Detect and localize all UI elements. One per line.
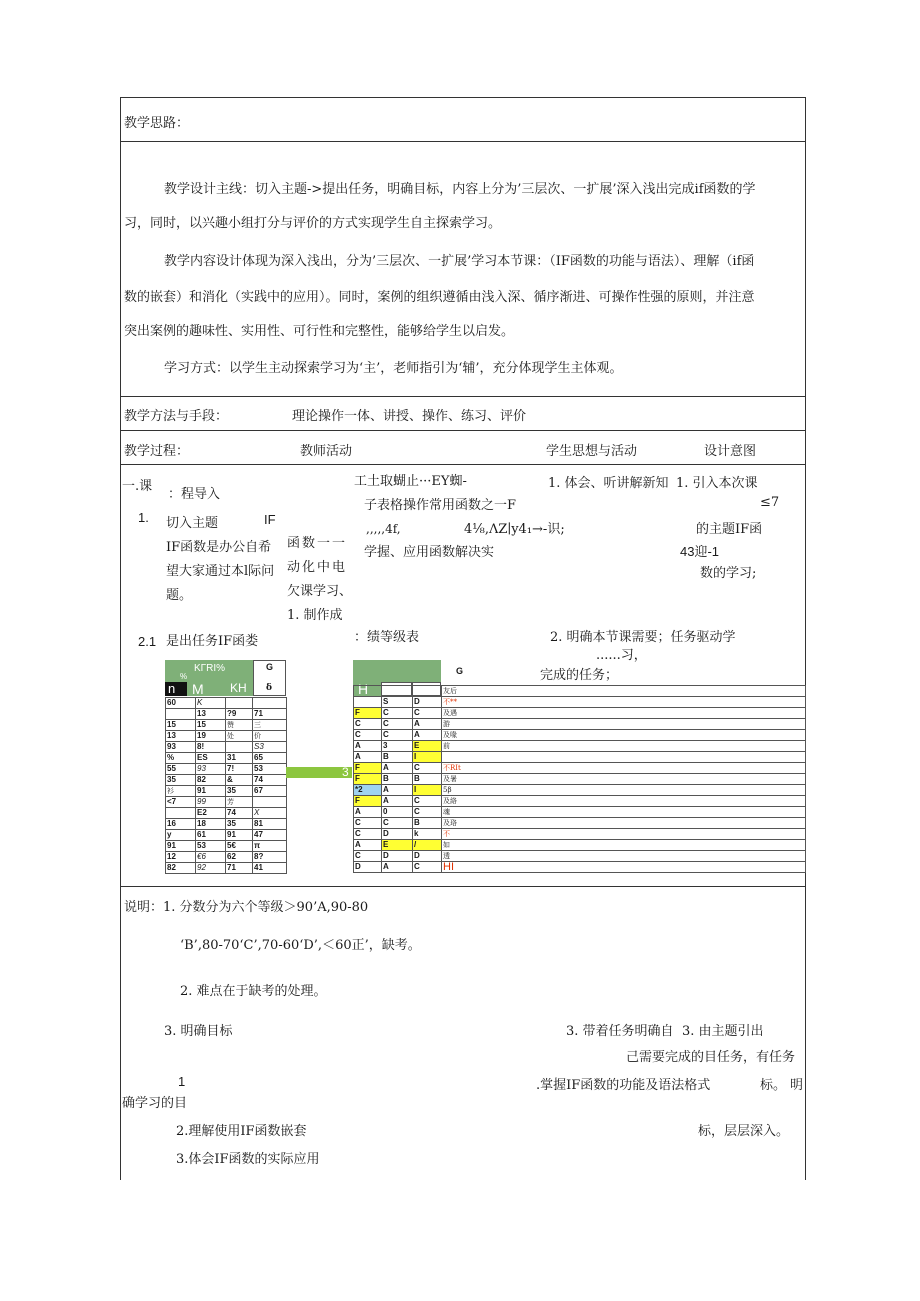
table-cell: 74 [226, 808, 253, 819]
table-cell: y [166, 830, 196, 841]
sheet-left-table [165, 697, 287, 874]
table-cell: A [382, 763, 413, 774]
column-header-design: 设计意图 [704, 444, 757, 459]
table-cell: A [382, 796, 413, 807]
table-cell: €6 [196, 852, 226, 863]
table-row [354, 763, 806, 774]
sheet-left-header-frame [253, 660, 286, 696]
note-line: 2. 难点在于缺考的处理。 [180, 984, 327, 999]
table-cell: A [354, 807, 382, 818]
table-cell: 15 [166, 720, 196, 731]
sheet-left-col-m: M [192, 681, 204, 697]
table-cell: ES [196, 753, 226, 764]
table-cell: 18 [196, 819, 226, 830]
process-text: 是出任务IF函娄 [166, 634, 259, 649]
table-cell [166, 709, 196, 720]
table-border-left [120, 97, 121, 1180]
table-cell: C [354, 719, 382, 730]
sheet-left-top-sub: % [180, 672, 188, 681]
table-cell: % [166, 753, 196, 764]
design-intent: ≤7 [760, 495, 780, 510]
table-cell: 及喙 [442, 730, 806, 741]
table-cell: 3 [382, 741, 413, 752]
column-header-student: 学生思想与活动 [546, 444, 638, 459]
table-cell: F [354, 763, 382, 774]
table-cell [442, 752, 806, 763]
table-cell: 55 [166, 764, 196, 775]
methods-value: 理论操作一体、讲授、操作、练习、评价 [292, 409, 527, 424]
table-cell [413, 686, 442, 697]
row-divider [120, 430, 806, 431]
table-row [166, 709, 287, 720]
table-cell: 60 [166, 698, 196, 709]
table-row [166, 786, 287, 797]
table-cell: *2 [354, 785, 382, 796]
table-cell: I [413, 785, 442, 796]
table-cell: 0 [382, 807, 413, 818]
process-label: 教学过程： [124, 444, 190, 459]
table-cell: 不 [442, 829, 806, 840]
table-cell: 61 [196, 830, 226, 841]
table-cell: C [354, 730, 382, 741]
note-line: 1 [178, 1074, 186, 1089]
table-cell: A [413, 730, 442, 741]
table-row [166, 775, 287, 786]
table-cell: A [382, 862, 413, 873]
table-cell: C [413, 862, 442, 873]
table-cell: 前 [442, 741, 806, 752]
sheet-left-header-g: G [266, 662, 274, 672]
column-header-teacher: 教师活动 [300, 444, 353, 459]
table-cell: F [354, 708, 382, 719]
table-cell: 93 [166, 742, 196, 753]
process-text: 望大家通过本l际问 [166, 564, 275, 579]
table-cell: 13 [166, 731, 196, 742]
process-text: 一.课 [122, 479, 153, 494]
design-intent: 标。 [760, 1078, 787, 1093]
process-text: 题。 [166, 588, 193, 603]
table-row [354, 752, 806, 763]
table-cell: 芳 [226, 797, 253, 808]
table-cell: 74 [253, 775, 287, 786]
table-cell: 67 [253, 786, 287, 797]
table-cell [382, 686, 413, 697]
note-line: ‘B’,80-70‘C’,70-60‘D’,＜60正’，缺考。 [180, 938, 421, 953]
table-row [354, 741, 806, 752]
process-text: 函数一一 [287, 536, 348, 551]
table-cell: B [413, 818, 442, 829]
process-text: 工土取蝴止···EY蜘- [354, 474, 467, 489]
table-row [354, 851, 806, 862]
process-text: IF [264, 512, 276, 527]
process-text: 欠课学习、 [287, 584, 353, 599]
table-row [166, 841, 287, 852]
table-cell: 35 [226, 819, 253, 830]
table-cell: HI [442, 862, 806, 873]
table-cell: D [413, 697, 442, 708]
arrow-number: 3 [342, 765, 349, 779]
table-row [166, 764, 287, 775]
paragraph-line: 突出案例的趣味性、实用性、可行性和完整性，能够给学生以启发。 [124, 324, 515, 339]
table-cell: D [354, 862, 382, 873]
table-cell [226, 742, 253, 753]
table-cell: π [253, 841, 287, 852]
table-cell: C [413, 708, 442, 719]
table-cell: D [382, 829, 413, 840]
table-row [354, 785, 806, 796]
student-activity: 1. 体会、听讲解新知 [548, 476, 669, 491]
table-row [354, 807, 806, 818]
paragraph-line: 学习方式：以学生主动探索学习为‘主’，老师指引为‘辅’，充分体现学生主体观。 [164, 361, 623, 376]
table-row [354, 818, 806, 829]
table-row [166, 753, 287, 764]
table-cell: 及遇 [442, 708, 806, 719]
table-cell: C [413, 807, 442, 818]
table-cell: 魂 [442, 807, 806, 818]
table-cell: 不RIt [442, 763, 806, 774]
table-cell: 8! [196, 742, 226, 753]
sheet-right-header-g: G [456, 666, 464, 676]
paragraph-line: 习，同时，以兴趣小组打分与评价的方式实现学生自主探索学习。 [124, 216, 502, 231]
table-cell: 游 [442, 719, 806, 730]
table-row [354, 829, 806, 840]
table-cell: B [382, 752, 413, 763]
table-cell: I [413, 752, 442, 763]
table-row [166, 698, 287, 709]
table-row [166, 819, 287, 830]
paragraph-line: 教学内容设计体现为深入浅出，分为’三层次、一扩展’学习本节课：（IF函数的功能与语法）、理解（if函 [164, 254, 755, 269]
table-cell: D [413, 851, 442, 862]
table-cell: 47 [253, 830, 287, 841]
table-cell [354, 697, 382, 708]
table-cell: 5β [442, 785, 806, 796]
table-row [354, 840, 806, 851]
student-activity: .掌握IF函数的功能及语法格式 [536, 1078, 711, 1093]
process-text: 4⅛,ΛZ∣y4₁→-识; [464, 522, 565, 537]
table-cell: 衫 [166, 786, 196, 797]
note-line: 说明：1. 分数分为六个等级＞90’A,90-80 [124, 900, 369, 915]
sheet-left-col-n: n [168, 681, 176, 696]
table-cell: 31 [226, 753, 253, 764]
design-intent: 的主题IF函 [696, 522, 763, 537]
sheet-right-col-h: H [358, 681, 369, 697]
table-cell: 价 [253, 731, 287, 742]
table-cell: & [226, 775, 253, 786]
table-cell: 及絡 [442, 796, 806, 807]
table-cell: 91 [166, 841, 196, 852]
table-cell: K [196, 698, 226, 709]
row-divider [120, 141, 806, 142]
row-divider [120, 886, 806, 887]
table-row [166, 731, 287, 742]
table-row [354, 730, 806, 741]
table-cell: 如 [442, 840, 806, 851]
table-cell: 友后 [442, 686, 806, 697]
table-cell: 及暑 [442, 774, 806, 785]
table-cell: C [413, 763, 442, 774]
table-cell: E2 [196, 808, 226, 819]
table-cell: 及珞 [442, 818, 806, 829]
table-cell: 82 [196, 775, 226, 786]
table-row [166, 830, 287, 841]
table-cell: 不** [442, 697, 806, 708]
table-cell: C [382, 719, 413, 730]
design-intent: 己需要完成的目任务，有任务 [626, 1050, 796, 1065]
table-cell: ?9 [226, 709, 253, 720]
student-activity: 3. 带着任务明确自 [566, 1024, 674, 1039]
table-cell: 93 [196, 764, 226, 775]
table-cell: C [354, 829, 382, 840]
table-cell: C [382, 730, 413, 741]
table-cell [166, 808, 196, 819]
table-cell: 65 [253, 753, 287, 764]
table-cell: E [382, 840, 413, 851]
table-row [354, 862, 806, 873]
table-cell: 16 [166, 819, 196, 830]
table-cell [253, 797, 287, 808]
table-cell: A [382, 785, 413, 796]
table-cell [253, 698, 287, 709]
table-cell: 19 [196, 731, 226, 742]
table-cell: 41 [253, 863, 287, 874]
process-text: IF函数是办公自希 [166, 540, 272, 555]
row-divider [120, 396, 806, 397]
table-border-right [805, 97, 806, 1180]
table-row [354, 796, 806, 807]
table-cell: k [413, 829, 442, 840]
design-intent: 明 [790, 1078, 804, 1093]
table-cell: C [413, 796, 442, 807]
table-cell: A [354, 840, 382, 851]
student-activity: 完成的任务； [540, 668, 619, 683]
row-divider [120, 464, 806, 465]
table-cell: 三 [253, 720, 287, 731]
section-title-thinking: 教学思路： [124, 116, 190, 131]
table-cell: B [413, 774, 442, 785]
table-cell: 透 [442, 851, 806, 862]
paragraph-line: 数的嵌套）和消化（实践中的应用）。同时，案例的组织遵循由浅入深、循序渐进、可操作性强的原则，并注意 [124, 290, 755, 305]
table-cell: 91 [226, 830, 253, 841]
table-row [166, 852, 287, 863]
process-text: 动化中电 [287, 560, 348, 575]
process-text: 切入主题 [166, 516, 219, 531]
table-cell: 99 [196, 797, 226, 808]
table-cell: A [354, 741, 382, 752]
table-cell: C [354, 851, 382, 862]
design-intent: 3. 由主题引出 [682, 1024, 764, 1039]
table-row [166, 742, 287, 753]
table-cell: 35 [226, 786, 253, 797]
table-cell: A [354, 752, 382, 763]
table-cell: E [413, 741, 442, 752]
table-cell: 71 [226, 863, 253, 874]
table-cell: A [413, 719, 442, 730]
table-cell: D [382, 851, 413, 862]
design-intent: 数的学习; [700, 566, 757, 581]
table-cell: 91 [196, 786, 226, 797]
table-border-top [120, 97, 806, 98]
table-cell: C [382, 708, 413, 719]
table-cell: C [354, 818, 382, 829]
process-text: 子表格操作常用函数之一F [364, 498, 517, 513]
student-activity: 2. 明确本节课需要；任务驱动学 [550, 630, 736, 645]
table-row [354, 708, 806, 719]
table-cell: 81 [253, 819, 287, 830]
process-text: 1. 制作成 [287, 608, 343, 623]
table-cell: 13 [196, 709, 226, 720]
sheet-left-top-header: KΓRI% [194, 663, 226, 674]
table-cell: / [413, 840, 442, 851]
table-row [354, 774, 806, 785]
table-cell: 处 [226, 731, 253, 742]
table-cell: B [382, 774, 413, 785]
process-text: ,,,,,4f, [366, 522, 401, 536]
table-cell: S3 [253, 742, 287, 753]
table-cell: 53 [253, 764, 287, 775]
sheet-left-header-delta: δ [266, 683, 273, 693]
table-cell: S [382, 697, 413, 708]
paragraph-line: 教学设计主线：切入主题->提出任务，明确目标，内容上分为’三层次、一扩展’深入浅出完成if函数的学 [164, 182, 756, 197]
table-row [354, 686, 806, 697]
process-text: ：程导入 [168, 487, 221, 502]
table-row [354, 719, 806, 730]
table-cell: 92 [196, 863, 226, 874]
table-cell: C [382, 818, 413, 829]
table-cell: 5€ [226, 841, 253, 852]
design-intent: 确学习的目 [122, 1096, 188, 1111]
table-cell: 71 [253, 709, 287, 720]
table-cell: 35 [166, 775, 196, 786]
table-cell: F [354, 796, 382, 807]
table-row [166, 808, 287, 819]
table-cell [354, 686, 382, 697]
process-number: 1. [138, 510, 149, 525]
student-activity: ......习， [596, 648, 647, 663]
table-cell: F [354, 774, 382, 785]
table-cell: X [253, 808, 287, 819]
design-intent: 1. 引入本次课 [676, 476, 758, 491]
table-cell: 15 [196, 720, 226, 731]
note-line: 3. 明确目标 [164, 1024, 233, 1039]
table-row [354, 697, 806, 708]
note-line: 2.理解使用IF函数嵌套 [176, 1124, 307, 1139]
methods-label: 教学方法与手段： [124, 409, 229, 424]
table-cell: 62 [226, 852, 253, 863]
table-row [166, 797, 287, 808]
design-intent: 标，层层深入。 [698, 1124, 790, 1139]
table-cell: <7 [166, 797, 196, 808]
table-row [166, 720, 287, 731]
table-cell: 7! [226, 764, 253, 775]
table-row [166, 863, 287, 874]
process-text: 学握、应用函数解决实 [364, 545, 495, 560]
design-intent: 43迎-1 [680, 544, 720, 559]
table-cell: 赞 [226, 720, 253, 731]
table-cell: 8? [253, 852, 287, 863]
table-cell: 82 [166, 863, 196, 874]
process-number: 2.1 [138, 634, 157, 649]
sheet-left-col-kh: KH [230, 681, 247, 695]
table-cell: 53 [196, 841, 226, 852]
table-cell [226, 698, 253, 709]
table-cell: 12 [166, 852, 196, 863]
sheet-right-table [353, 685, 806, 873]
note-line: 3.体会IF函数的实际应用 [176, 1152, 320, 1167]
process-text: ：绩等级表 [354, 630, 420, 645]
